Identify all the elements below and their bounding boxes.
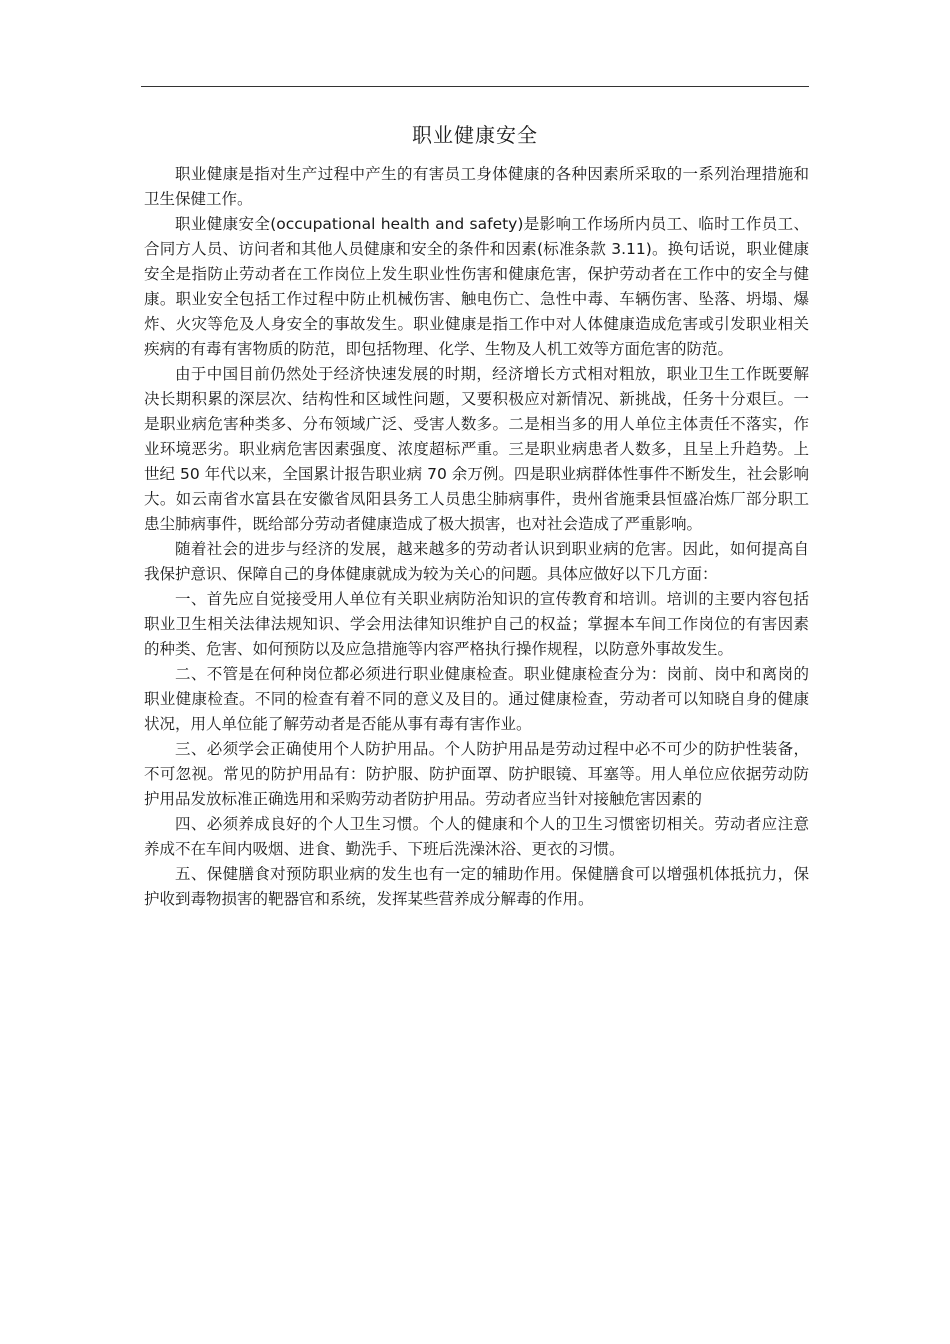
document-body: [144, 162, 809, 912]
paragraph-definition: 职业健康是指对生产过程中产生的有害员工身体健康的各种因素所采取的一系列治理措施和卫生保健工作。: [144, 165, 809, 208]
paragraph-item-2: 二、不管是在何种岗位都必须进行职业健康检查。职业健康检查分为：岗前、岗中和离岗的职业健康检查。不同的检查有着不同的意义及目的。通过健康检查，劳动者可以知晓自身的健康状况，用人单位能了解劳动者是否能从事有毒有害作业。: [144, 665, 809, 733]
paragraph-item-5: 五、保健膳食对预防职业病的发生也有一定的辅助作用。保健膳食可以增强机体抵抗力，保护收到毒物损害的靶器官和系统，发挥某些营养成分解毒的作用。: [144, 865, 809, 908]
paragraph-item-1: 一、首先应自觉接受用人单位有关职业病防治知识的宣传教育和培训。培训的主要内容包括职业卫生相关法律法规知识、学会用法律知识维护自己的权益；掌握本车间工作岗位的有害因素的种类、危害、如何预防以及应急措施等内容严格执行操作规程，以防意外事故发生。: [144, 590, 809, 658]
paragraph-china-situation: 由于中国目前仍然处于经济快速发展的时期，经济增长方式相对粗放，职业卫生工作既要解决长期积累的深层次、结构性和区域性问题，又要积极应对新情况、新挑战，任务十分艰巨。一是职业病危害种类多、分布领域广泛、受害人数多。二是相当多的用人单位主体责任不落实，作业环境恶劣。职业病危害因素强度、浓度超标严重。三是职业病患者人数多，且呈上升趋势。上世纪 50 年代以来，全国累计报告职业病 70 余万例。四是职业病群体性事件不断发生，社会影响大。如云南省水富县在安徽省凤阳县务工人员患尘肺病事件，贵州省施秉县恒盛冶炼厂部分职工患尘肺病事件，既给部分劳动者健康造成了极大损害，也对社会造成了严重影响。: [144, 365, 809, 533]
paragraph-item-4: 四、必须养成良好的个人卫生习惯。个人的健康和个人的卫生习惯密切相关。劳动者应注意养成不在车间内吸烟、进食、勤洗手、下班后洗澡沐浴、更衣的习惯。: [144, 815, 809, 858]
header-rule: [141, 86, 809, 87]
paragraph-item-3: 三、必须学会正确使用个人防护用品。个人防护用品是劳动过程中必不可少的防护性装备，不可忽视。常见的防护用品有：防护服、防护面罩、防护眼镜、耳塞等。用人单位应依据劳动防护用品发放标准正确选用和采购劳动者防护用品。劳动者应当针对接触危害因素的: [144, 740, 809, 808]
document-title: 职业健康安全: [412, 123, 538, 147]
paragraph-introduction: 随着社会的进步与经济的发展，越来越多的劳动者认识到职业病的危害。因此，如何提高自我保护意识、保障自己的身体健康就成为较为关心的问题。具体应做好以下几方面：: [144, 540, 809, 583]
paragraph-ohs-definition: 职业健康安全(occupational health and safety)是影响工作场所内员工、临时工作员工、合同方人员、访问者和其他人员健康和安全的条件和因素(标准条款 3.11)。换句话说，职业健康安全是指防止劳动者在工作岗位上发生职业性伤害和健康危害，保护劳动者在工作中的安全与健康。职业安全包括工作过程中防止机械伤害、触电伤亡、急性中毒、车辆伤害、坠落、坍塌、爆炸、火灾等危及人身安全的事故发生。职业健康是指工作中对人体健康造成危害或引发职业相关疾病的有毒有害物质的防范，即包括物理、化学、生物及人机工效等方面危害的防范。: [144, 215, 809, 358]
